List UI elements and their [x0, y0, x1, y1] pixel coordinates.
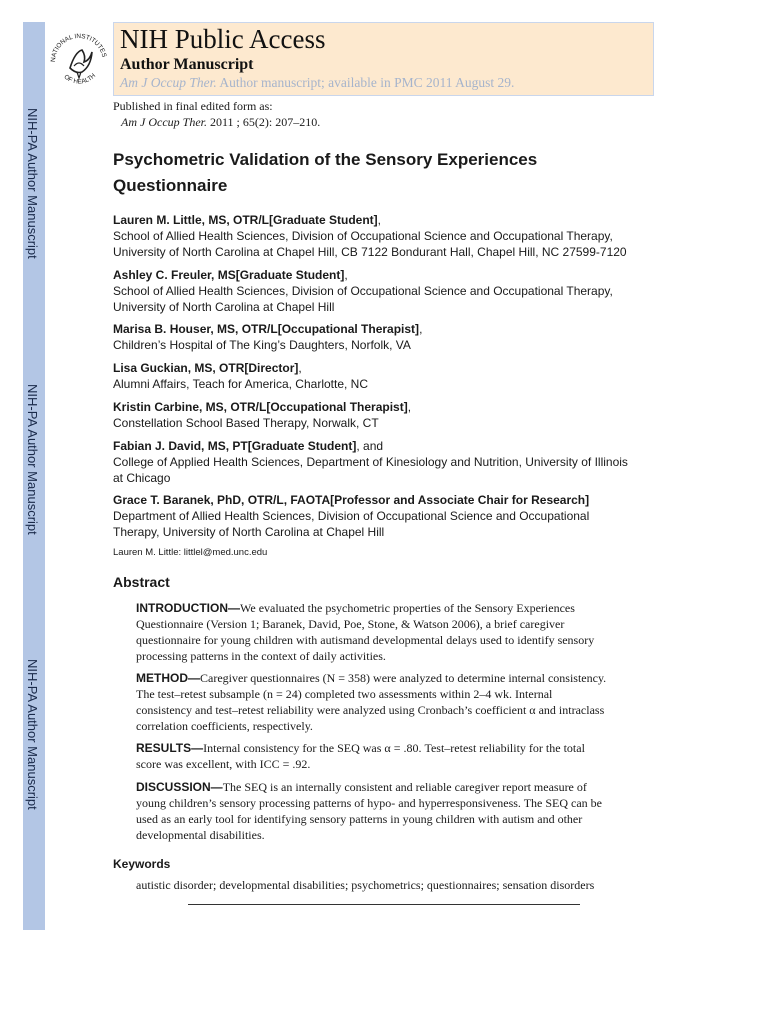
- logo-text-top: NATIONAL INSTITUTES: [49, 32, 108, 63]
- header-citation: [120, 75, 514, 91]
- nih-seal-icon: [46, 22, 112, 96]
- nih-pa-sidebar: NIH-PA Author Manuscript NIH-PA Author Manuscript NIH-PA Author Manuscript: [23, 22, 45, 930]
- author-1-affil-2: University of North Carolina at Chapel Hill, CB 7122 Bondurant Hall, Chapel Hill, NC 27599-7120: [113, 245, 627, 259]
- author-3-name: Marisa B. Houser, MS, OTR/L[Occupational Therapist]: [113, 322, 420, 336]
- logo-text-bottom: OF HEALTH: [62, 72, 98, 86]
- published-label: Published in final edited form as:: [113, 99, 273, 113]
- author-7-name: Grace T. Baranek, PhD, OTR/L, FAOTA[Professor and Associate Chair for Research]: [113, 493, 590, 507]
- abstract-method-line-1: METHOD—Caregiver questionnaires (N = 358) were analyzed to determine internal consistency.: [136, 671, 607, 685]
- keywords-heading: Keywords: [113, 857, 171, 871]
- header-journal: Am J Occup Ther.: [120, 75, 217, 90]
- author-5-affil-1: Constellation School Based Therapy, Norwalk, CT: [113, 416, 379, 430]
- abstract-method-label: METHOD—: [136, 671, 200, 685]
- abstract-intro-label: INTRODUCTION—: [136, 601, 240, 615]
- author-name: Lisa Guckian, MS, OTR[Director],: [113, 361, 302, 375]
- author-3-affil-1: Children’s Hospital of The King’s Daughters, Norfolk, VA: [113, 338, 411, 352]
- published-journal: Am J Occup Ther.: [121, 115, 207, 129]
- author-4-affil-1: Alumni Affairs, Teach for America, Charlotte, NC: [113, 377, 368, 391]
- author-1-name: Lauren M. Little, MS, OTR/L[Graduate Student]: [113, 213, 378, 227]
- author-name: Fabian J. David, MS, PT[Graduate Student], and: [113, 439, 384, 453]
- corresponding-email: Lauren M. Little: littlel@med.unc.edu: [113, 547, 268, 558]
- author-6-affil-2: at Chicago: [113, 471, 171, 485]
- abstract-method-line-3: consistency and test–retest reliability were analyzed using Cronbach’s coefficient α and intraclass: [136, 703, 605, 717]
- keywords-list: autistic disorder; developmental disabilities; psychometrics; questionnaires; sensation disorders: [136, 878, 595, 892]
- abstract-results-line-2: score was excellent, with ICC = .92.: [136, 757, 311, 771]
- svg-text:NATIONAL INSTITUTES: [50, 33, 108, 62]
- nih-public-access-header: [113, 22, 654, 96]
- author-2-affil-2: University of North Carolina at Chapel Hill: [113, 300, 335, 314]
- abstract-results-line-1: RESULTS—Internal consistency for the SEQ was α = .80. Test–retest reliability for the total: [136, 741, 585, 755]
- author-name: Ashley C. Freuler, MS[Graduate Student],: [113, 268, 348, 282]
- abstract-discussion-line-3: used as an early tool for identifying sensory patterns in young children with autism and other: [136, 812, 583, 826]
- abstract-intro-line-1: INTRODUCTION—We evaluated the psychometric properties of the Sensory Experiences: [136, 601, 575, 615]
- abstract-intro-line-4: processing patterns in the context of daily activities.: [136, 649, 386, 663]
- abstract-discussion-line-4: developmental disabilities.: [136, 828, 265, 842]
- author-2-affil-1: School of Allied Health Sciences, Division of Occupational Science and Occupational Therapy,: [113, 284, 613, 298]
- published-citation: [121, 115, 320, 130]
- abstract-heading: Abstract: [113, 574, 170, 590]
- abstract-method-line-4: correlation coefficients, respectively.: [136, 719, 313, 733]
- author-6-affil-1: College of Applied Health Sciences, Department of Kinesiology and Nutrition, University of Illinois: [113, 455, 628, 469]
- abstract-discussion-line-1: DISCUSSION—The SEQ is an internally consistent and reliable caregiver report measure of: [136, 780, 587, 794]
- author-name: Lauren M. Little, MS, OTR/L[Graduate Student],: [113, 213, 382, 227]
- author-name: Kristin Carbine, MS, OTR/L[Occupational Therapist],: [113, 400, 412, 414]
- author-7-affil-1: Department of Allied Health Sciences, Division of Occupational Science and Occupational: [113, 509, 590, 523]
- header-availability: Author manuscript; available in PMC 2011 August 29.: [216, 75, 515, 90]
- abstract-intro-line-2: Questionnaire (Version 1; Baranek, David, Poe, Stone, & Watson 2006), a brief caregiver: [136, 617, 565, 631]
- author-6-name: Fabian J. David, MS, PT[Graduate Student]: [113, 439, 357, 453]
- header-subtitle: Author Manuscript: [120, 56, 254, 73]
- header-title: NIH Public Access: [120, 24, 326, 54]
- abstract-intro-line-3: questionnaire for young children with autismand developmental delays used to identify sensory: [136, 633, 595, 647]
- author-1-affil-1: School of Allied Health Sciences, Division of Occupational Science and Occupational Therapy,: [113, 229, 613, 243]
- divider: [188, 904, 580, 905]
- author-name: [113, 493, 589, 507]
- author-4-name: Lisa Guckian, MS, OTR[Director]: [113, 361, 299, 375]
- abstract-discussion-label: DISCUSSION—: [136, 780, 223, 794]
- author-2-name: Ashley C. Freuler, MS[Graduate Student]: [113, 268, 345, 282]
- author-5-name: Kristin Carbine, MS, OTR/L[Occupational Therapist]: [113, 400, 408, 414]
- abstract-discussion-line-2: young children’s sensory processing patterns of hypo- and hyperresponsiveness. The SEQ can be: [136, 796, 603, 810]
- published-details: 2011 ; 65(2): 207–210.: [206, 115, 321, 129]
- abstract-method-line-2: The test–retest subsample (n = 24) completed two assessments within 2–4 wk. Internal: [136, 687, 553, 701]
- author-7-affil-2: Therapy, University of North Carolina at Chapel Hill: [113, 525, 385, 539]
- author-name: Marisa B. Houser, MS, OTR/L[Occupational Therapist],: [113, 322, 423, 336]
- paper-title: Psychometric Validation of the Sensory Experiences Questionnaire: [113, 150, 538, 195]
- abstract-results-label: RESULTS—: [136, 741, 204, 755]
